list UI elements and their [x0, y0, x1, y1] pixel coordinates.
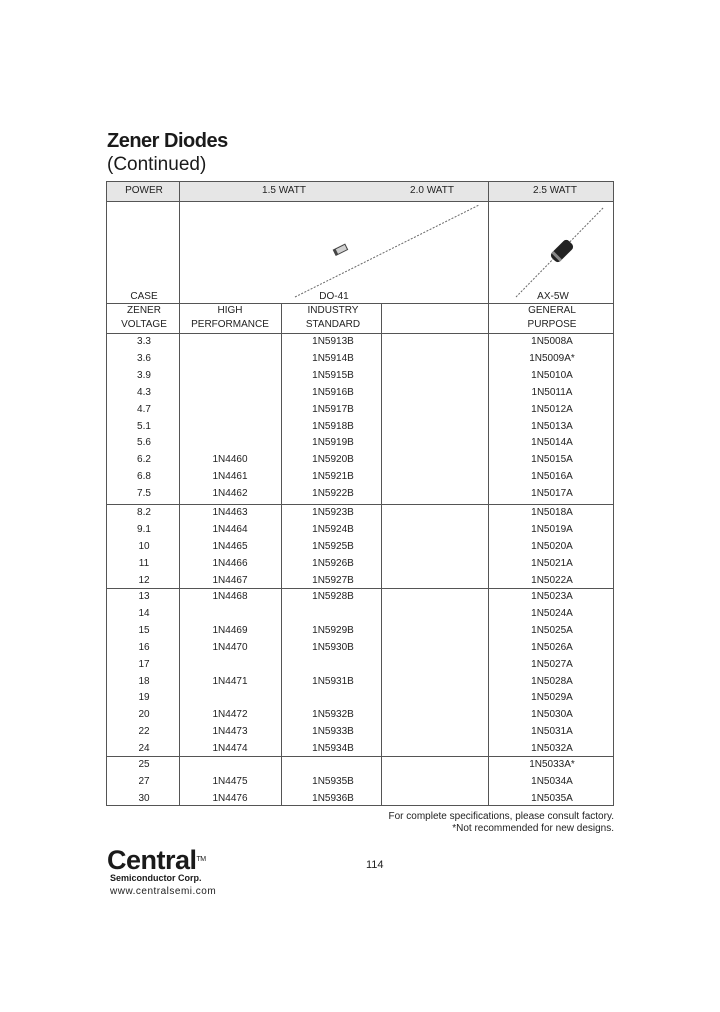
table-row — [107, 606, 613, 623]
high-performance-cell: 1N4474 — [212, 743, 248, 755]
zener-voltage-cell: 3.3 — [137, 336, 151, 347]
table-row — [107, 573, 613, 590]
industry-standard-cell: 1N5913B — [312, 336, 354, 347]
general-purpose-cell: 1N5022A — [531, 574, 573, 586]
zener-voltage-cell: 3.6 — [137, 352, 151, 364]
zener-diode-table — [106, 181, 614, 806]
high-performance-cell: 1N4462 — [212, 488, 248, 500]
zener-voltage-heading: VOLTAGE — [121, 319, 167, 330]
general-purpose-cell: 1N5019A — [531, 523, 573, 535]
table-row — [107, 623, 613, 640]
general-purpose-heading: GENERAL — [528, 305, 576, 316]
general-purpose-cell: 1N5010A — [531, 369, 573, 381]
zener-voltage-cell: 22 — [138, 726, 150, 738]
industry-standard-cell: 1N5931B — [312, 675, 354, 687]
industry-standard-cell: 1N5915B — [312, 369, 354, 381]
general-purpose-cell: 1N5023A — [531, 591, 573, 602]
page-title: Zener Diodes — [107, 130, 228, 152]
general-purpose-cell: 1N5016A — [531, 471, 573, 483]
general-purpose-cell: 1N5014A — [531, 437, 573, 449]
zener-voltage-cell: 25 — [138, 759, 150, 770]
do41-case-label: DO-41 — [319, 291, 349, 302]
industry-standard-cell: 1N5922B — [312, 488, 354, 500]
high-performance-cell: 1N4460 — [212, 454, 248, 466]
not-recommended-note: *Not recommended for new designs. — [452, 823, 614, 834]
zener-voltage-cell: 5.6 — [137, 437, 151, 449]
watt-20-label: 2.0 WATT — [410, 185, 454, 196]
zener-voltage-cell: 11 — [138, 557, 150, 569]
general-purpose-cell: 1N5035A — [531, 792, 573, 804]
general-purpose-cell: 1N5033A* — [529, 759, 575, 770]
table-row — [107, 757, 613, 774]
industry-standard-heading: INDUSTRY — [307, 305, 359, 316]
zener-voltage-cell: 6.2 — [137, 454, 151, 466]
zener-voltage-cell: 18 — [138, 675, 150, 687]
industry-standard-heading: STANDARD — [305, 319, 361, 330]
page-number: 114 — [366, 859, 384, 871]
power-label: POWER — [125, 185, 163, 196]
zener-voltage-cell: 17 — [138, 658, 150, 670]
general-purpose-cell: 1N5027A — [531, 658, 573, 670]
industry-standard-cell: 1N5926B — [312, 557, 354, 569]
industry-standard-cell: 1N5927B — [312, 574, 354, 586]
high-performance-cell: 1N4465 — [212, 540, 248, 552]
industry-standard-cell: 1N5918B — [312, 420, 354, 432]
general-purpose-cell: 1N5008A — [531, 336, 573, 347]
high-performance-cell: 1N4463 — [212, 507, 248, 518]
industry-standard-cell: 1N5934B — [312, 743, 354, 755]
table-row — [107, 640, 613, 657]
industry-standard-cell: 1N5920B — [312, 454, 354, 466]
general-purpose-cell: 1N5015A — [531, 454, 573, 466]
table-row — [107, 368, 613, 385]
table-row — [107, 690, 613, 707]
table-row — [107, 505, 613, 522]
table-row — [107, 791, 613, 808]
high-performance-cell: 1N4472 — [212, 709, 248, 721]
central-logo — [107, 846, 206, 874]
table-row — [107, 707, 613, 724]
zener-voltage-cell: 13 — [138, 591, 150, 602]
industry-standard-cell: 1N5919B — [312, 437, 354, 449]
table-row — [107, 435, 613, 452]
table-row — [107, 539, 613, 556]
table-row — [107, 351, 613, 368]
zener-voltage-cell: 7.5 — [137, 488, 151, 500]
general-purpose-cell: 1N5031A — [531, 726, 573, 738]
zener-voltage-cell: 6.8 — [137, 471, 151, 483]
zener-voltage-cell: 4.3 — [137, 386, 151, 398]
general-purpose-cell: 1N5029A — [531, 692, 573, 704]
general-purpose-cell: 1N5024A — [531, 607, 573, 619]
high-performance-heading: PERFORMANCE — [191, 319, 269, 330]
general-purpose-heading: PURPOSE — [527, 319, 577, 330]
industry-standard-cell: 1N5935B — [312, 775, 354, 787]
table-row — [107, 724, 613, 741]
zener-voltage-cell: 27 — [138, 775, 150, 787]
high-performance-cell: 1N4471 — [212, 675, 248, 687]
do41-diode-drawing — [287, 202, 487, 302]
watt-25-label: 2.5 WATT — [533, 185, 577, 196]
high-performance-cell: 1N4473 — [212, 726, 248, 738]
high-performance-cell: 1N4469 — [212, 624, 248, 636]
general-purpose-cell: 1N5009A* — [529, 352, 575, 364]
industry-standard-cell: 1N5933B — [312, 726, 354, 738]
general-purpose-cell: 1N5032A — [531, 743, 573, 755]
company-name: Semiconductor Corp. — [110, 873, 202, 883]
general-purpose-cell: 1N5012A — [531, 403, 573, 415]
zener-voltage-cell: 24 — [138, 743, 150, 755]
table-row — [107, 774, 613, 791]
zener-voltage-cell: 30 — [138, 792, 150, 804]
table-row — [107, 522, 613, 539]
high-performance-heading: HIGH — [217, 305, 243, 316]
table-row — [107, 674, 613, 691]
high-performance-cell: 1N4468 — [212, 591, 248, 602]
general-purpose-cell: 1N5028A — [531, 675, 573, 687]
industry-standard-cell: 1N5925B — [312, 540, 354, 552]
general-purpose-cell: 1N5018A — [531, 507, 573, 518]
ax5w-diode-drawing — [512, 202, 612, 300]
zener-voltage-cell: 4.7 — [137, 403, 151, 415]
industry-standard-cell: 1N5916B — [312, 386, 354, 398]
table-row — [107, 334, 613, 351]
zener-voltage-cell: 8.2 — [137, 507, 151, 518]
zener-voltage-cell: 12 — [138, 574, 150, 586]
trademark-mark: TM — [196, 856, 206, 863]
high-performance-cell: 1N4476 — [212, 792, 248, 804]
general-purpose-cell: 1N5034A — [531, 775, 573, 787]
zener-voltage-cell: 20 — [138, 709, 150, 721]
table-row — [107, 486, 613, 503]
general-purpose-cell: 1N5020A — [531, 540, 573, 552]
zener-voltage-cell: 14 — [138, 607, 150, 619]
specs-note: For complete specifications, please consult factory. — [388, 811, 614, 822]
general-purpose-cell: 1N5025A — [531, 624, 573, 636]
zener-voltage-cell: 16 — [138, 641, 150, 653]
high-performance-cell: 1N4470 — [212, 641, 248, 653]
zener-voltage-cell: 19 — [138, 692, 150, 704]
industry-standard-cell: 1N5917B — [312, 403, 354, 415]
industry-standard-cell: 1N5921B — [312, 471, 354, 483]
table-row — [107, 402, 613, 419]
general-purpose-cell: 1N5011A — [531, 386, 573, 398]
industry-standard-cell: 1N5923B — [312, 507, 354, 518]
website-url: www.centralsemi.com — [110, 886, 217, 897]
table-row — [107, 469, 613, 486]
logo-text: Central — [107, 845, 197, 875]
general-purpose-cell: 1N5013A — [531, 420, 573, 432]
case-label: CASE — [130, 291, 158, 302]
high-performance-cell: 1N4475 — [212, 775, 248, 787]
table-row — [107, 657, 613, 674]
industry-standard-cell: 1N5930B — [312, 641, 354, 653]
high-performance-cell: 1N4464 — [212, 523, 248, 535]
industry-standard-cell: 1N5914B — [312, 352, 354, 364]
zener-voltage-cell: 15 — [138, 624, 150, 636]
ax5w-case-label: AX-5W — [537, 291, 569, 302]
table-row — [107, 741, 613, 758]
industry-standard-cell: 1N5924B — [312, 523, 354, 535]
page-subtitle: (Continued) — [107, 154, 207, 175]
watt-15-label: 1.5 WATT — [262, 185, 306, 196]
table-row — [107, 556, 613, 573]
table-row — [107, 452, 613, 469]
general-purpose-cell: 1N5030A — [531, 709, 573, 721]
zener-voltage-cell: 3.9 — [137, 369, 151, 381]
zener-voltage-cell: 5.1 — [137, 420, 151, 432]
industry-standard-cell: 1N5936B — [312, 792, 354, 804]
zener-voltage-heading: ZENER — [127, 305, 161, 316]
zener-voltage-cell: 9.1 — [137, 523, 151, 535]
industry-standard-cell: 1N5928B — [312, 591, 354, 602]
table-row — [107, 419, 613, 436]
high-performance-cell: 1N4466 — [212, 557, 248, 569]
table-row — [107, 385, 613, 402]
industry-standard-cell: 1N5932B — [312, 709, 354, 721]
general-purpose-cell: 1N5017A — [531, 488, 573, 500]
general-purpose-cell: 1N5026A — [531, 641, 573, 653]
high-performance-cell: 1N4461 — [212, 471, 248, 483]
high-performance-cell: 1N4467 — [212, 574, 248, 586]
table-row — [107, 589, 613, 606]
row-divider — [107, 303, 613, 304]
zener-voltage-cell: 10 — [138, 540, 150, 552]
general-purpose-cell: 1N5021A — [531, 557, 573, 569]
industry-standard-cell: 1N5929B — [312, 624, 354, 636]
